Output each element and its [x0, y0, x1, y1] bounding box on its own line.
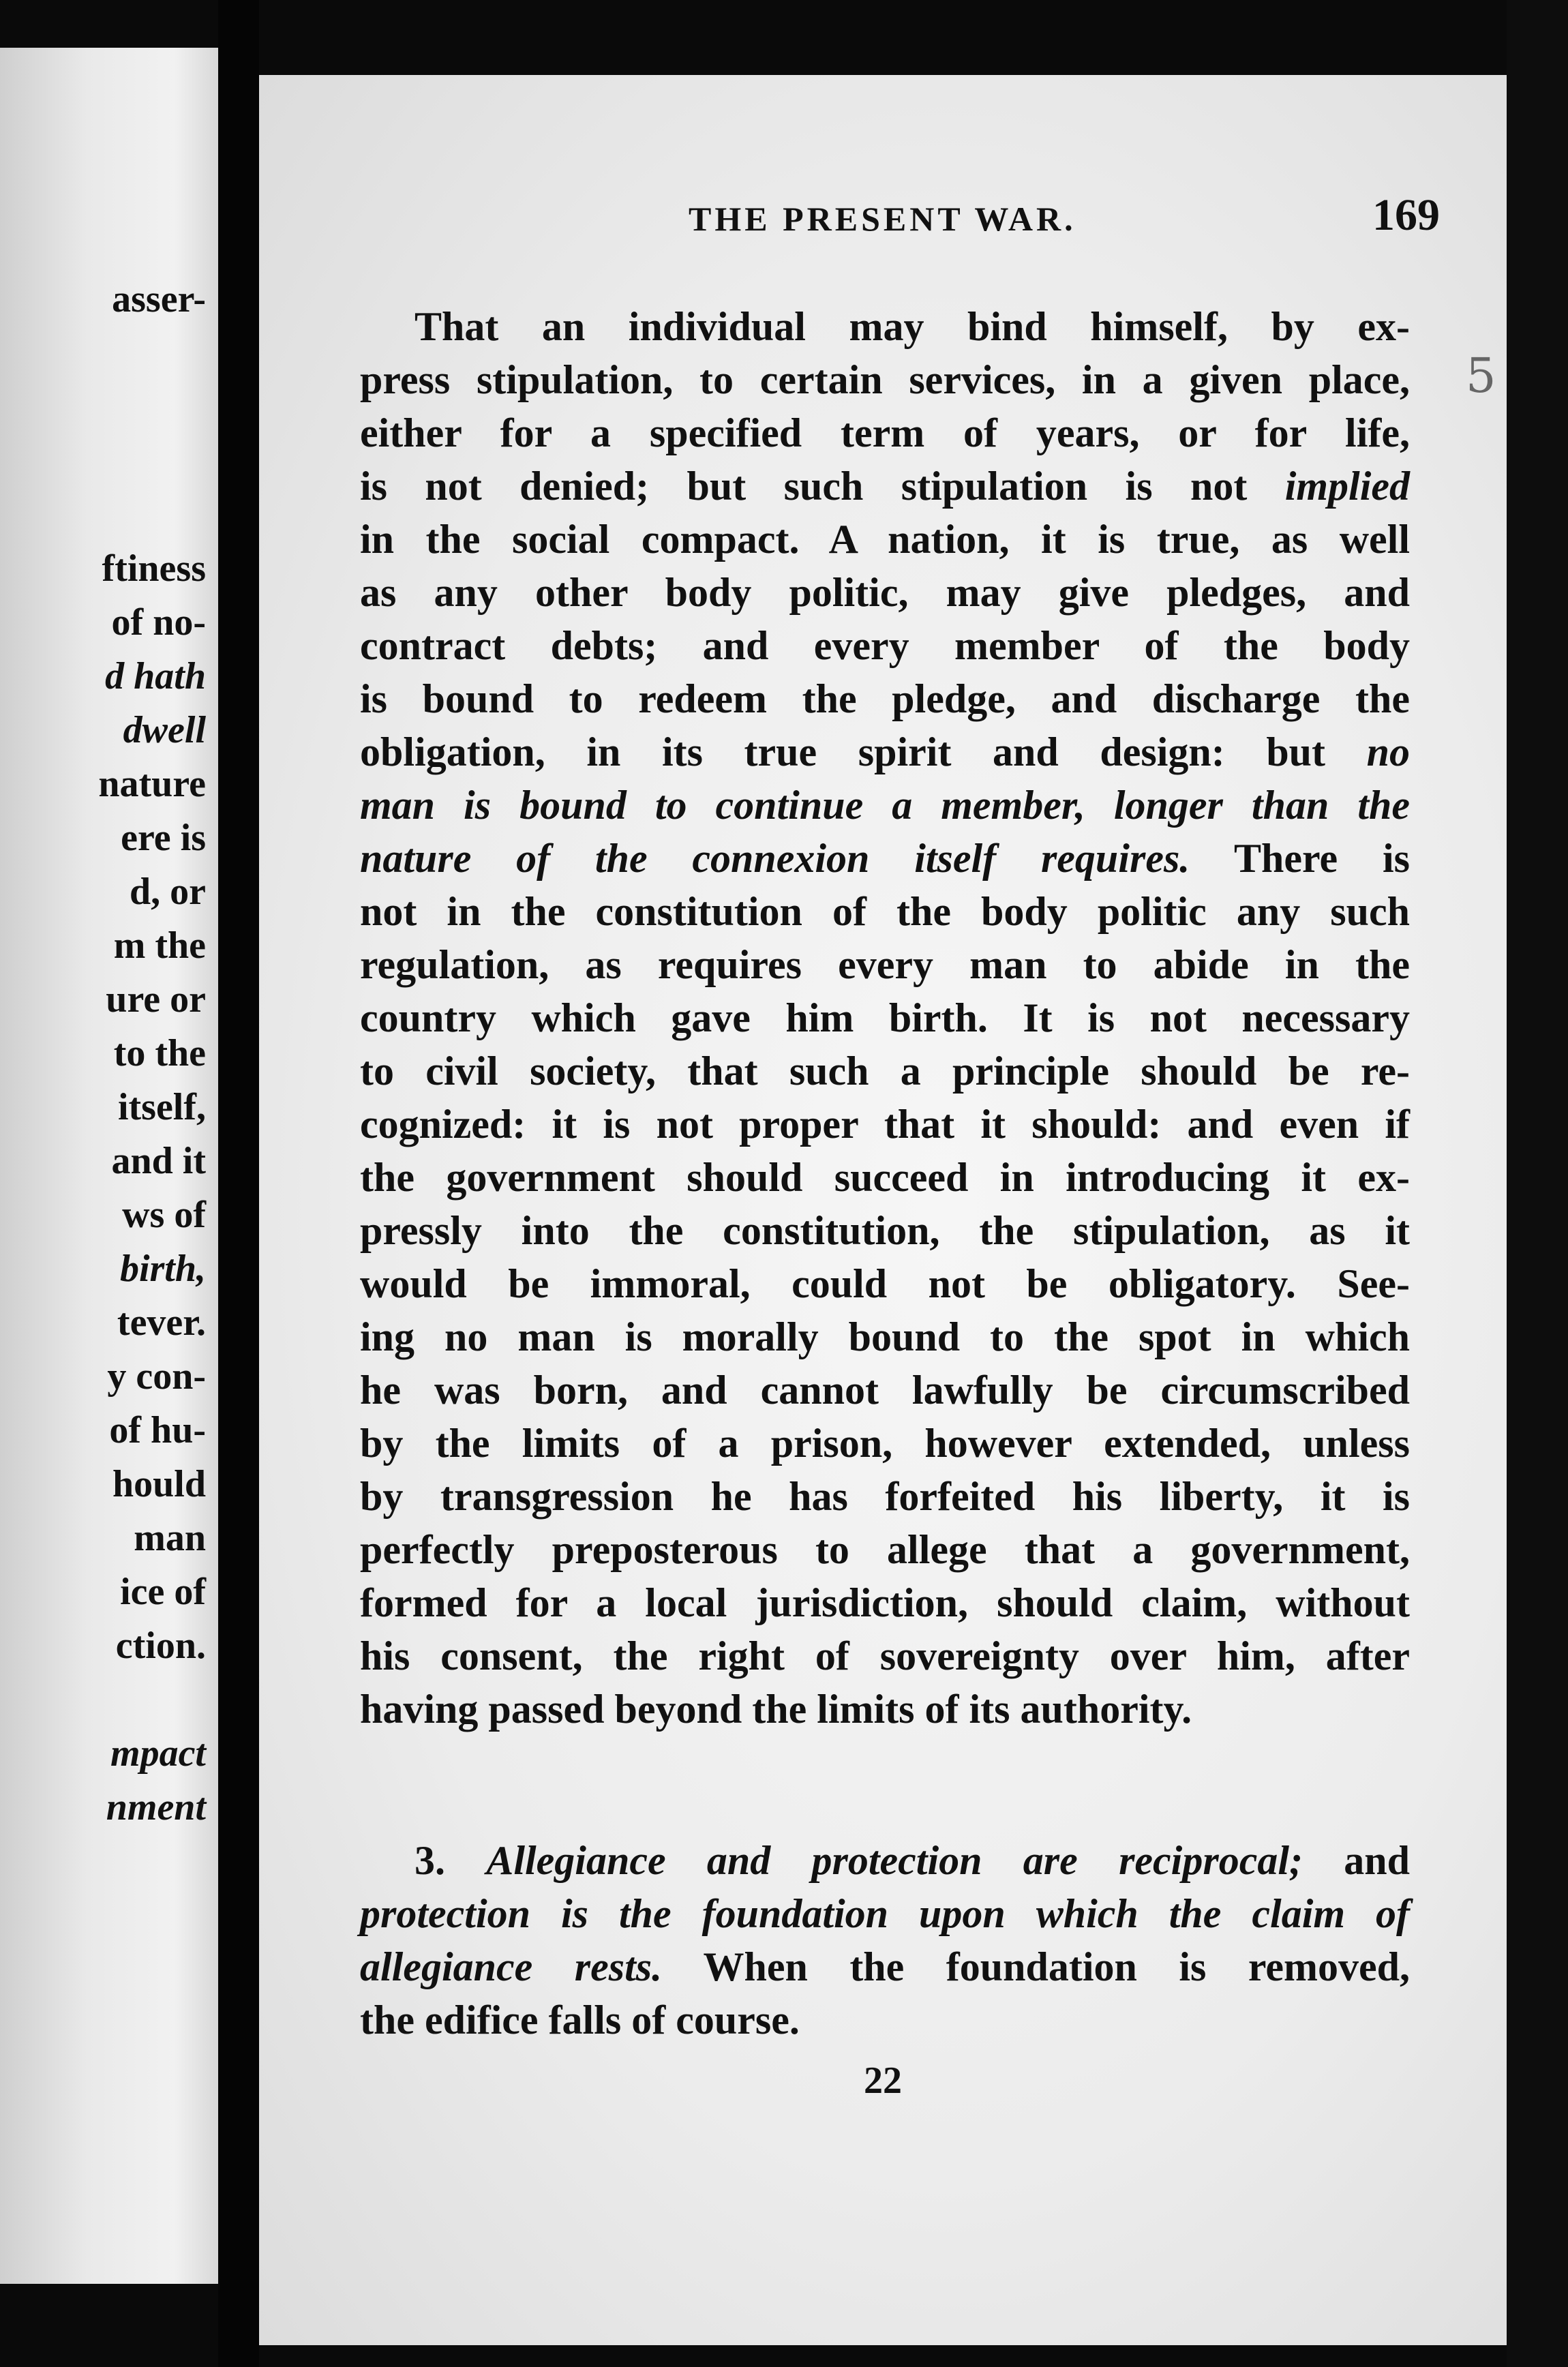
- running-head: THE PRESENT WAR.: [689, 200, 1076, 238]
- text-line: That an individual may bind himself, by ex-: [414, 304, 1410, 349]
- text-line: as any other body politic, may give pledges, and: [360, 570, 1410, 615]
- text-line: country which gave him birth. It is not necessary: [360, 995, 1410, 1040]
- text-line: either for a specified term of years, or for life,: [360, 410, 1410, 455]
- text-line: obligation, in its true spirit and design: but no: [360, 729, 1410, 774]
- text-line: not in the constitution of the body politic any such: [360, 889, 1410, 934]
- text-line: is not denied; but such stipulation is not implied: [360, 464, 1410, 509]
- facing-page-line: asser-: [112, 278, 206, 320]
- text-line: contract debts; and every member of the body: [360, 623, 1410, 668]
- book-page: [259, 75, 1507, 2345]
- text-line: he was born, and cannot lawfully be circumscribed: [360, 1368, 1410, 1413]
- facing-page-line: ice of: [120, 1571, 206, 1613]
- text-line: by transgression he has forfeited his liberty, it is: [360, 1474, 1410, 1519]
- facing-page-line: of no-: [111, 601, 206, 644]
- text-line: 3. Allegiance and protection are reciprocal; and: [414, 1838, 1411, 1883]
- text-line: regulation, as requires every man to abide in the: [360, 942, 1410, 987]
- text-line: cognized: it is not proper that it should: and even if: [360, 1102, 1410, 1147]
- text-line: perfectly preposterous to allege that a government,: [360, 1527, 1410, 1572]
- text-line: in the social compact. A nation, it is true, as well: [360, 517, 1410, 562]
- book-gutter: [218, 0, 259, 2367]
- text-line: formed for a local jurisdiction, should claim, without: [360, 1580, 1410, 1625]
- facing-page-line: d hath: [105, 655, 206, 697]
- text-line: by the limits of a prison, however extended, unless: [360, 1421, 1410, 1466]
- facing-page-line: ws of: [122, 1194, 206, 1236]
- facing-page-line: dwell: [123, 709, 206, 751]
- facing-page-fragment: [0, 48, 218, 2284]
- facing-page-line: birth,: [119, 1248, 206, 1290]
- text-line: is bound to redeem the pledge, and discharge the: [360, 676, 1410, 721]
- signature-mark: 22: [864, 2060, 902, 2102]
- text-line: ing no man is morally bound to the spot in which: [360, 1314, 1410, 1359]
- facing-page-line: mpact: [110, 1732, 206, 1775]
- facing-page-line: ftiness: [102, 547, 206, 590]
- page-number: 169: [1372, 190, 1440, 240]
- facing-page-line: m the: [113, 924, 206, 967]
- facing-page-line: itself,: [117, 1086, 206, 1128]
- page-edge-shadow: [1507, 0, 1568, 2367]
- text-line: press stipulation, to certain services, in a given place,: [360, 357, 1410, 402]
- facing-page-line: d, or: [130, 871, 206, 913]
- facing-page-line: and it: [111, 1140, 206, 1182]
- text-line: the government should succeed in introducing it ex-: [360, 1155, 1410, 1200]
- text-line: to civil society, that such a principle should be re-: [360, 1049, 1410, 1094]
- facing-page-line: nature: [98, 763, 206, 805]
- facing-page-line: of hu-: [109, 1409, 206, 1451]
- pencil-annotation: 5: [1466, 348, 1496, 404]
- facing-page-line: ere is: [121, 817, 206, 859]
- facing-page-line: tever.: [117, 1301, 206, 1344]
- facing-page-line: hould: [112, 1463, 206, 1505]
- text-line: the edifice falls of course.: [360, 1997, 800, 2042]
- facing-page-line: ure or: [106, 978, 206, 1021]
- text-line: man is bound to continue a member, longer than the: [360, 783, 1410, 828]
- text-line: would be immoral, could not be obligatory. See-: [360, 1261, 1410, 1306]
- facing-page-line: ction.: [115, 1625, 206, 1667]
- facing-page-line: to the: [113, 1032, 206, 1074]
- facing-page-line: nment: [106, 1786, 206, 1828]
- text-line: pressly into the constitution, the stipulation, as it: [360, 1208, 1410, 1253]
- facing-page-line: y con-: [107, 1355, 206, 1398]
- facing-page-line: man: [134, 1517, 206, 1559]
- text-line: nature of the connexion itself requires. There is: [360, 836, 1410, 881]
- text-line: his consent, the right of sovereignty over him, after: [360, 1633, 1410, 1678]
- text-line: protection is the foundation upon which the claim of: [360, 1891, 1410, 1936]
- text-line: having passed beyond the limits of its authority.: [360, 1687, 1192, 1732]
- text-line: allegiance rests. When the foundation is removed,: [360, 1944, 1410, 1989]
